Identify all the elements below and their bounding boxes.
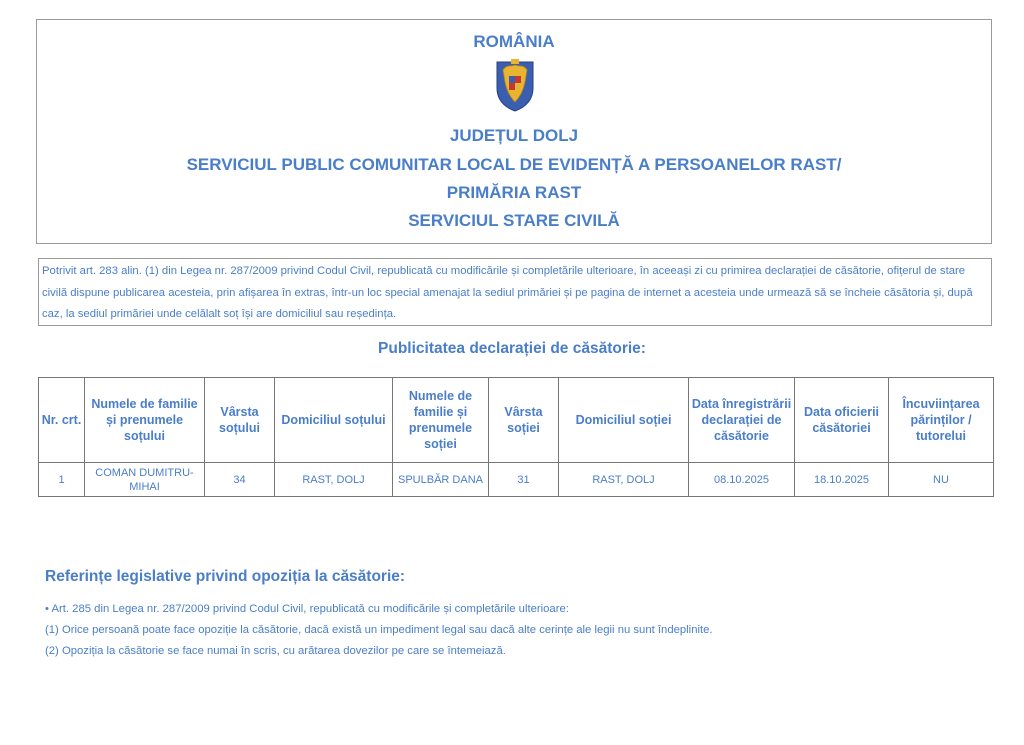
publication-title: Publicitatea declarației de căsătorie: <box>378 340 646 357</box>
county-heading: JUDEȚUL DOLJ <box>449 126 579 145</box>
civil-service-heading: SERVICIUL STARE CIVILĂ <box>408 211 620 230</box>
col-header-parental-consent: Încuviințarea părinților / tutorelui <box>889 378 994 463</box>
reference-line: (2) Opoziția la căsătorie se face numai în scris, cu arătarea dovezilor pe care se întemeiază. <box>45 645 506 657</box>
col-header-wife-domicile: Domiciliul soției <box>559 378 689 463</box>
references-title: Referințe legislative privind opoziția la căsătorie: <box>45 568 406 585</box>
cell-husband-domicile: RAST, DOLJ <box>275 463 393 497</box>
romania-coat-of-arms-icon <box>495 58 535 112</box>
col-header-husband-name: Numele de familie și prenumele soțului <box>85 378 205 463</box>
cell-husband-name: COMAN DUMITRU-MIHAI <box>85 463 205 497</box>
cell-husband-age: 34 <box>205 463 275 497</box>
marriage-declaration-table <box>38 377 994 497</box>
table-row <box>39 463 994 497</box>
col-header-registration-date: Data înregistrării declarației de căsătorie <box>689 378 795 463</box>
document-header <box>36 19 992 244</box>
table-header-row <box>39 378 994 463</box>
service-heading: SERVICIUL PUBLIC COMUNITAR LOCAL DE EVIDENȚĂ A PERSOANELOR RAST/ <box>186 155 842 174</box>
cell-ceremony-date: 18.10.2025 <box>795 463 889 497</box>
town-hall-heading: PRIMĂRIA RAST <box>446 183 582 202</box>
cell-wife-domicile: RAST, DOLJ <box>559 463 689 497</box>
cell-parental-consent: NU <box>889 463 994 497</box>
legal-notice: Potrivit art. 283 alin. (1) din Legea nr. 287/2009 privind Codul Civil, republicată cu modificările și completările ulterioare, în aceeași zi cu primirea declarației de căsătorie, ofițerul de stare civilă dispune publicarea acesteia, prin afișarea în extras, într-un loc special amenajat la sediul primăriei și pe pagina de internet a acesteia unde urmează să se încheie căsătoria și, după caz, la sediul primăriei unde celălalt soț își are domiciliul sau reședința. <box>38 258 992 326</box>
col-header-wife-name: Numele de familie și prenumele soției <box>393 378 489 463</box>
cell-wife-age: 31 <box>489 463 559 497</box>
cell-wife-name: SPULBĂR DANA <box>393 463 489 497</box>
cell-nr: 1 <box>39 463 85 497</box>
cell-registration-date: 08.10.2025 <box>689 463 795 497</box>
country-title: ROMÂNIA <box>473 32 555 51</box>
reference-line: • Art. 285 din Legea nr. 287/2009 privind Codul Civil, republicată cu modificările și completările ulterioare: <box>45 603 569 615</box>
col-header-husband-domicile: Domiciliul soțului <box>275 378 393 463</box>
col-header-wife-age: Vârsta soției <box>489 378 559 463</box>
reference-line: (1) Orice persoană poate face opoziție la căsătorie, dacă există un impediment legal sau dacă alte cerințe ale legii nu sunt îndeplinite. <box>45 624 713 636</box>
col-header-husband-age: Vârsta soțului <box>205 378 275 463</box>
col-header-ceremony-date: Data oficierii căsătoriei <box>795 378 889 463</box>
col-header-nr: Nr. crt. <box>39 378 85 463</box>
